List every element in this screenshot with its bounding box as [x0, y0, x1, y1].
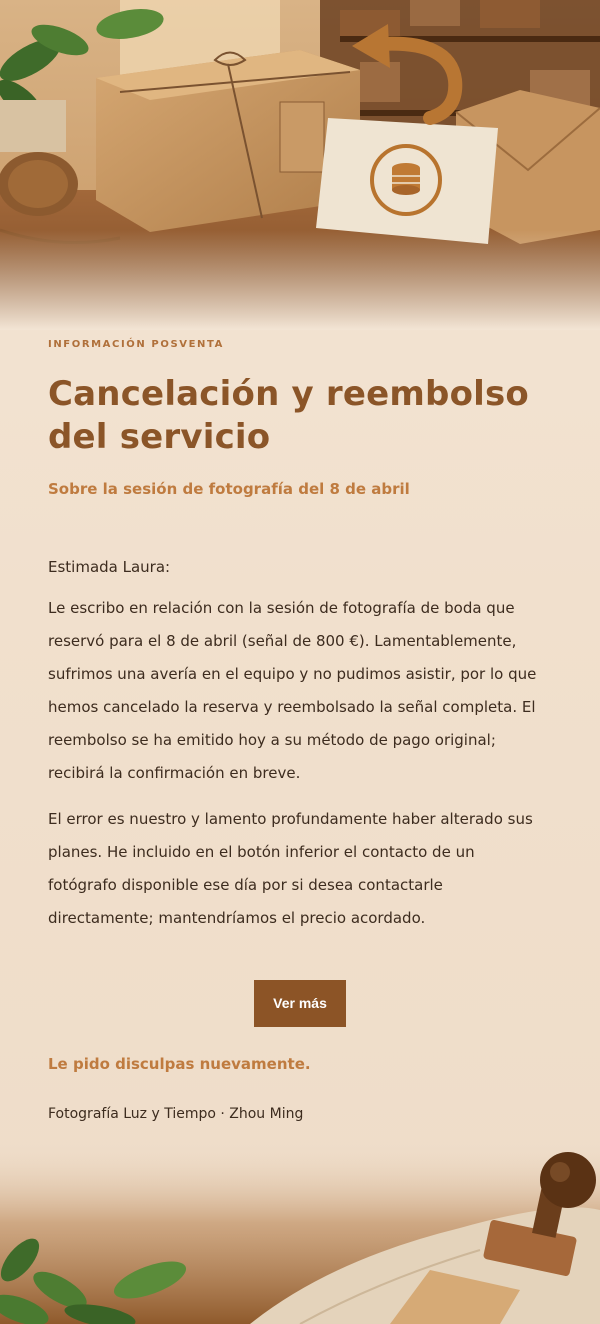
email-content [48, 330, 548, 1124]
eyebrow-label: INFORMACIÓN POSVENTA [48, 339, 224, 350]
hero-image [0, 0, 600, 330]
footer-scene [0, 1140, 600, 1324]
cta-container [48, 980, 552, 1027]
closing-line: Le pido disculpas nuevamente. [48, 1055, 311, 1073]
signature: Fotografía Luz y Tiempo · Zhou Ming [48, 1106, 304, 1122]
body-paragraph-2: El error es nuestro y lamento profundamente haber alterado sus planes. He incluido en el botón inferior el contacto de un fotógrafo disponible ese día por si desea contactarle directamente; mantendríamos el precio acordado. [48, 810, 533, 927]
page-title: Cancelación y reembolso del servicio [48, 374, 529, 457]
footer-image [0, 1140, 600, 1324]
body-paragraph-1: Le escribo en relación con la sesión de fotografía de boda que reservó para el 8 de abril (señal de 800 €). Lamentablemente, sufrimos una avería en el equipo y no pudimos asistir, por lo que hemos cancelado la reserva y reembolsado la señal completa. El reembolso se ha emitido hoy a su método de pago original; recibirá la confirmación en breve. [48, 599, 537, 782]
page-subtitle: Sobre la sesión de fotografía del 8 de abril [48, 480, 410, 498]
greeting: Estimada Laura: [48, 558, 171, 576]
hero-scene [0, 0, 600, 330]
ver-mas-button[interactable]: Ver más [254, 980, 346, 1027]
